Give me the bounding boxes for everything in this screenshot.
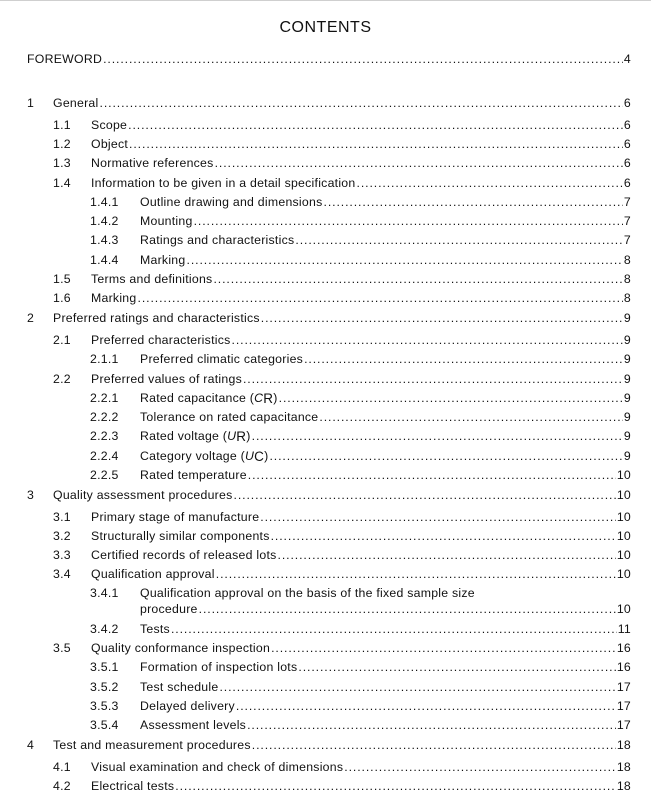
toc-entry-number: 2.1.1 (90, 352, 119, 366)
toc-entry[interactable] (53, 118, 631, 133)
toc-entry-page: 17 (616, 680, 631, 694)
toc-entry[interactable] (53, 333, 631, 348)
toc-entry[interactable] (90, 214, 631, 229)
toc-entry-page: 6 (623, 118, 631, 132)
toc-entry-number: 2.1 (53, 333, 71, 347)
toc-entry[interactable] (53, 567, 631, 582)
toc-entry[interactable] (27, 488, 631, 503)
toc-entry-page: 7 (623, 195, 631, 209)
toc-entry-number: 1.4.3 (90, 233, 119, 247)
dot-leader (215, 156, 623, 171)
toc-entry-number: 3.4.2 (90, 622, 119, 636)
toc-entry-number: 3 (27, 488, 35, 502)
toc-entry-number: 3.5.4 (90, 718, 119, 732)
toc-entry-page: 18 (616, 779, 631, 793)
toc-entry-title: Delayed delivery (140, 699, 235, 713)
toc-entry[interactable] (53, 510, 631, 525)
toc-entry[interactable] (90, 352, 631, 367)
toc-entry-page: 6 (623, 96, 631, 110)
toc-entry-page: 17 (616, 718, 631, 732)
toc-entry[interactable] (27, 738, 631, 753)
toc-entry-title: Electrical tests (91, 779, 175, 793)
toc-entry-title: Certified records of released lots (91, 548, 277, 562)
toc-entry-title: Test and measurement procedures (53, 738, 251, 752)
toc-entry-title: Category voltage (UC) (140, 449, 269, 464)
toc-entry-title: Outline drawing and dimensions (140, 195, 323, 209)
dot-leader (324, 195, 623, 210)
toc-entry-title: Mounting (140, 214, 193, 228)
toc-entry-number: 3.5.1 (90, 660, 119, 674)
toc-entry[interactable] (90, 410, 631, 425)
toc-entry-page: 8 (623, 253, 631, 267)
toc-entry-number: 1.4 (53, 176, 71, 190)
dot-leader (247, 718, 616, 733)
toc-entry-page: 18 (616, 760, 631, 774)
toc-entry-title: Object (91, 137, 129, 151)
dot-leader (252, 738, 616, 753)
toc-entry-title: Test schedule (140, 680, 219, 694)
toc-entry[interactable] (53, 176, 631, 191)
toc-entry-title: Terms and definitions (91, 272, 213, 286)
toc-entry[interactable] (90, 391, 631, 406)
toc-entry-title: Visual examination and check of dimensions (91, 760, 344, 774)
dot-leader (295, 233, 623, 248)
dot-leader (278, 548, 616, 563)
toc-entry-page: 9 (623, 333, 631, 347)
toc-entry-page: 10 (616, 567, 631, 581)
toc-entry-number: 1.1 (53, 118, 71, 132)
dot-leader (199, 602, 616, 617)
toc-entry[interactable] (53, 760, 631, 775)
symbol-subscript: R (236, 429, 247, 444)
toc-entry-page: 10 (616, 602, 631, 616)
toc-entry-number: 2.2.4 (90, 449, 119, 463)
toc-entry-title: Normative references (91, 156, 214, 170)
toc-entry[interactable] (53, 529, 631, 544)
toc-entry-number: 1.3 (53, 156, 71, 170)
toc-entry[interactable] (53, 641, 631, 656)
toc-entry-page: 10 (616, 548, 631, 562)
toc-entry-page: 10 (616, 510, 631, 524)
toc-entry-page: 6 (623, 137, 631, 151)
toc-entry-number: 2.2.3 (90, 429, 119, 443)
toc-entry-title: Structurally similar components (91, 529, 270, 543)
toc-entry-page: 9 (623, 410, 631, 424)
toc-entry[interactable] (53, 372, 631, 387)
toc-entry-number: 3.5 (53, 641, 71, 655)
toc-entry-title: Rated voltage (UR) (140, 429, 251, 444)
dot-leader (298, 660, 615, 675)
dot-leader (252, 429, 623, 444)
toc-entry-title: Tests (140, 622, 170, 636)
symbol: U (227, 429, 237, 443)
toc-entry[interactable] (90, 699, 631, 714)
toc-entry-title: General (53, 96, 99, 110)
toc-entry-title: Ratings and characteristics (140, 233, 295, 247)
toc-entry-page: 11 (617, 622, 631, 636)
toc-entry-page: 6 (623, 156, 631, 170)
dot-leader (213, 272, 622, 287)
toc-entry-title: Preferred climatic categories (140, 352, 304, 366)
toc-entry-page: 18 (616, 738, 631, 752)
toc-entry-page: 4 (623, 52, 631, 66)
toc-entry-number: 1.2 (53, 137, 71, 151)
symbol-subscript: R (263, 391, 274, 406)
dot-leader (344, 760, 616, 775)
toc-entry[interactable] (90, 233, 631, 248)
toc-entry-title: Assessment levels (140, 718, 247, 732)
toc-entry-title: Primary stage of manufacture (91, 510, 260, 524)
page-top-border (0, 0, 651, 1)
page-title: CONTENTS (279, 19, 372, 36)
toc-entry[interactable] (27, 96, 631, 111)
dot-leader (216, 567, 616, 582)
dot-leader (129, 137, 623, 152)
dot-leader (219, 680, 615, 695)
dot-leader (261, 311, 623, 326)
toc-entry[interactable] (90, 253, 631, 268)
toc-entry-page: 9 (623, 449, 631, 463)
toc-entry-number: 2.2.2 (90, 410, 119, 424)
toc-entry-title: Marking (91, 291, 137, 305)
toc-entry-page: 9 (623, 391, 631, 405)
symbol: U (244, 449, 255, 463)
toc-entry-title: Information to be given in a detail specification (91, 176, 356, 190)
toc-entry[interactable] (90, 449, 631, 464)
toc-entry-title-line1: Qualification approval on the basis of the fixed sample size (140, 586, 475, 600)
toc-entry-page: 9 (623, 429, 631, 443)
toc-entry[interactable] (90, 586, 631, 617)
toc-entry-number: 2 (27, 311, 35, 325)
toc-entry-title: Marking (140, 253, 186, 267)
toc-entry-page: 9 (623, 372, 631, 386)
toc-entry-title: FOREWORD (27, 52, 103, 66)
toc-entry[interactable] (27, 52, 631, 67)
toc-entry-title: Tolerance on rated capacitance (140, 410, 319, 424)
toc-entry-title: Rated capacitance (CR) (140, 391, 278, 406)
toc-entry-page: 8 (623, 272, 631, 286)
dot-leader (100, 96, 623, 111)
toc-entry[interactable] (90, 468, 631, 483)
toc-entry-page: 10 (616, 468, 631, 482)
dot-leader (304, 352, 623, 367)
toc-entry-title: Quality assessment procedures (53, 488, 233, 502)
dot-leader (103, 52, 623, 67)
toc-entry[interactable] (90, 429, 631, 444)
dot-leader (171, 622, 617, 637)
toc-entry[interactable] (90, 622, 631, 637)
dot-leader (234, 488, 616, 503)
dot-leader (319, 410, 623, 425)
dot-leader (187, 253, 623, 268)
toc-entry-page: 9 (623, 352, 631, 366)
toc-entry-page: 6 (623, 176, 631, 190)
toc-entry-page: 7 (623, 233, 631, 247)
toc-entry-title: Preferred values of ratings (91, 372, 242, 386)
dot-leader (248, 468, 616, 483)
dot-leader (138, 291, 623, 306)
toc-entry-title: Formation of inspection lots (140, 660, 298, 674)
toc-entry-page: 8 (623, 291, 631, 305)
dot-leader (194, 214, 623, 229)
toc-entry-title: Rated temperature (140, 468, 247, 482)
toc-entry-title: Qualification approval (91, 567, 215, 581)
toc-entry-number: 2.2 (53, 372, 71, 386)
toc-entry-number: 3.3 (53, 548, 71, 562)
toc-entry-number: 2.2.5 (90, 468, 119, 482)
toc-entry-number: 1.5 (53, 272, 71, 286)
toc-entry-number: 3.5.2 (90, 680, 119, 694)
toc-entry-page: 16 (616, 660, 631, 674)
dot-leader (243, 372, 623, 387)
toc-entry-title: Preferred ratings and characteristics (53, 311, 260, 325)
toc-entry-page: 9 (623, 311, 631, 325)
toc-entry-number: 3.4 (53, 567, 71, 581)
dot-leader (357, 176, 623, 191)
dot-leader (175, 779, 616, 794)
toc-entry[interactable] (53, 548, 631, 563)
dot-leader (128, 118, 623, 133)
toc-entry[interactable] (53, 291, 631, 306)
toc-entry-page: 7 (623, 214, 631, 228)
toc-entry-number: 3.2 (53, 529, 71, 543)
dot-leader (260, 510, 616, 525)
toc-entry-number: 4.1 (53, 760, 71, 774)
toc-entry-title: Quality conformance inspection (91, 641, 271, 655)
symbol: C (254, 391, 264, 405)
toc-entry-number: 1 (27, 96, 35, 110)
toc-entry-title: procedure (140, 602, 198, 616)
toc-entry[interactable] (53, 272, 631, 287)
toc-entry-page: 10 (616, 529, 631, 543)
toc-entry[interactable] (27, 311, 631, 326)
toc-entry-number: 2.2.1 (90, 391, 119, 405)
toc-entry-number: 1.4.4 (90, 253, 119, 267)
toc-entry-number: 3.4.1 (90, 586, 119, 600)
toc-entry[interactable] (90, 680, 631, 695)
toc-entry-page: 17 (616, 699, 631, 713)
toc-entry[interactable] (53, 779, 631, 794)
toc-entry-number: 4 (27, 738, 35, 752)
toc-entry-number: 1.4.1 (90, 195, 119, 209)
symbol-subscript: C (254, 449, 265, 464)
dot-leader (279, 391, 623, 406)
dot-leader (269, 449, 622, 464)
toc-entry-number: 4.2 (53, 779, 71, 793)
toc-entry-number: 3.5.3 (90, 699, 119, 713)
toc-entry-number: 3.1 (53, 510, 71, 524)
dot-leader (271, 529, 616, 544)
toc-entry-number: 1.6 (53, 291, 71, 305)
toc-entry-title: Preferred characteristics (91, 333, 231, 347)
dot-leader (232, 333, 623, 348)
toc-entry[interactable] (53, 137, 631, 152)
toc-entry-page: 16 (616, 641, 631, 655)
toc-entry-page: 10 (616, 488, 631, 502)
toc-entry[interactable] (90, 718, 631, 733)
dot-leader (236, 699, 616, 714)
toc-entry[interactable] (53, 156, 631, 171)
toc-entry-title: Scope (91, 118, 128, 132)
toc-entry[interactable] (90, 660, 631, 675)
toc-entry-number: 1.4.2 (90, 214, 119, 228)
toc-entry[interactable] (90, 195, 631, 210)
dot-leader (271, 641, 616, 656)
